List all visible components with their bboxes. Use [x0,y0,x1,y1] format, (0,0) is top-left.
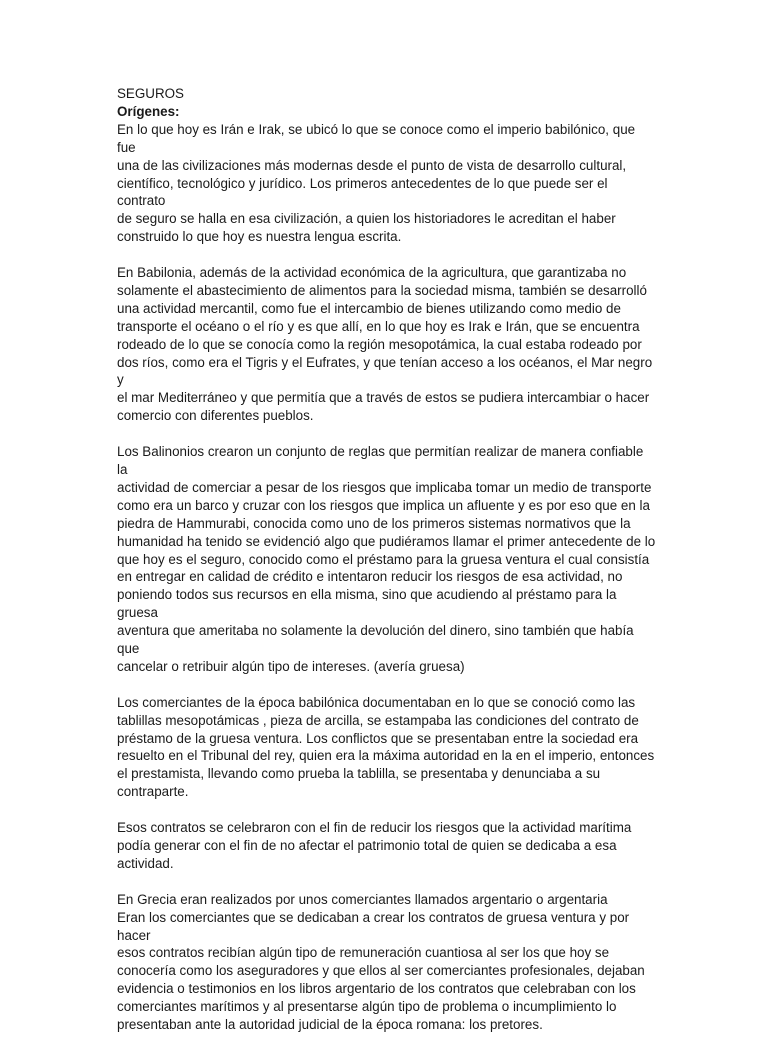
paragraph-hammurabi: Los Balinonios crearon un conjunto de reglas que permitían realizar de manera confiable la actividad de comerciar a pesar de los riesgos que implicaba tomar un medio de transporte como era un barco y cruzar con los riesgos que implica un afluente y es por eso que en la piedra de Hammurabi, conocida como uno de los primeros sistemas normativos que la humanidad ha tenido se evidenció algo que pudiéramos llamar el primer antecedente de lo que hoy es el seguro, conocido como el préstamo para la gruesa ventura el cual consistía en entregar en calidad de crédito e intentaron reducir los riesgos de esa actividad, no poniendo todos sus recursos en ella misma, sino que acudiendo al préstamo para la gruesa aventura que ameritaba no solamente la devolución del dinero, sino también que había que cancelar o retribuir algún tipo de intereses. (avería gruesa) [117,444,656,674]
document-title: SEGUROS [117,86,184,101]
paragraph-tablillas: Los comerciantes de la época babilónica documentaban en lo que se conoció como las tablillas mesopotámicas , pieza de arcilla, se estampaba las condiciones del contrato de préstamo de la gruesa ventura. Los conflictos que se presentaban entre la sociedad era resuelto en el Tribunal del rey, quien era la máxima autoridad en la en el imperio, entonces el prestamista, llevando como prueba la tablilla, se presentaba y denunciaba a su contraparte. [117,694,655,800]
paragraph-grecia: En Grecia eran realizados por unos comerciantes llamados argentario o argentaria Eran los comerciantes que se dedicaban a crear los contratos de gruesa ventura y por hacer esos contratos recibían algún tipo de remuneración cuantiosa al ser los que hoy se conocería como los aseguradores y que ellos al ser comerciantes profesionales, dejaban evidencia o testimonios en los libros argentario de los contratos que celebraban con los comerciantes marítimos y al presentarse algún tipo de problema o incumplimiento lo presentaban ante la autoridad judicial de la época romana: los pretores. [117,891,645,1033]
section-heading-origenes: Orígenes: [117,103,180,119]
paragraph-origins: En lo que hoy es Irán e Irak, se ubicó lo que se conoce como el imperio babilónico, que fue una de las civilizaciones más modernas desde el punto de vista de desarrollo cultural, científico, tecnológico y jurídico. Los primeros antecedentes de lo que puede ser el contrato de seguro se halla en esa civilización, a quien los historiadores le acreditan el haber construido lo que hoy es nuestra lengua escrita. [117,121,636,245]
document-body [117,85,657,1052]
paragraph-contratos: Esos contratos se celebraron con el fin de reducir los riesgos que la actividad marítima podía generar con el fin de no afectar el patrimonio total de quien se dedicaba a esa actividad. [117,820,632,871]
paragraph-babilonia: En Babilonia, además de la actividad económica de la agricultura, que garantizaba no solamente el abastecimiento de alimentos para la sociedad misma, también se desarrolló una actividad mercantil, como fue el intercambio de bienes utilizando como medio de transporte el océano o el río y es que allí, en lo que hoy es Irak e Irán, que se encuentra rodeado de lo que se conocía como la región mesopotámica, la cual estaba rodeado por dos ríos, como era el Tigris y el Eufrates, y que tenían acceso a los océanos, el Mar negro y el mar Mediterráneo y que permitía que a través de estos se pudiera intercambiar o hacer comercio con diferentes pueblos. [117,265,653,424]
